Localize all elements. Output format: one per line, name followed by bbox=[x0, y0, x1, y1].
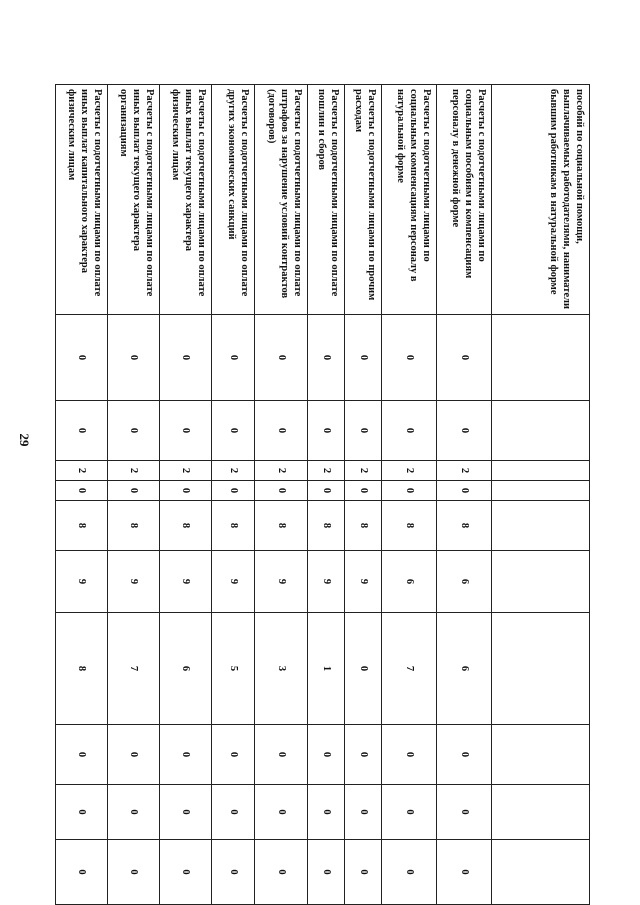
code-digit-cell: 0 bbox=[308, 840, 345, 905]
account-name-cell: Расчеты с подотчетными лицами по оплате штрафов за нарушение условий контрактов (договоров) bbox=[255, 85, 308, 315]
code-digit-cell: 8 bbox=[308, 501, 345, 551]
table-row bbox=[437, 85, 492, 905]
code-digit-cell: 0 bbox=[345, 613, 382, 725]
code-digit-cell: 0 bbox=[345, 725, 382, 785]
code-digit-cell bbox=[492, 551, 590, 613]
code-digit-cell: 9 bbox=[255, 551, 308, 613]
code-digit-cell: 9 bbox=[108, 551, 160, 613]
account-name-cell: Расчеты с подотчетными лицами по оплате пошлин и сборов bbox=[308, 85, 345, 315]
code-digit-cell: 8 bbox=[160, 501, 212, 551]
code-digit-cell: 0 bbox=[308, 481, 345, 501]
code-digit-cell: 2 bbox=[108, 461, 160, 481]
code-digit-cell: 2 bbox=[382, 461, 437, 481]
code-digit-cell bbox=[492, 613, 590, 725]
code-digit-cell bbox=[492, 315, 590, 401]
code-digit-cell: 3 bbox=[255, 613, 308, 725]
table-row bbox=[308, 85, 345, 905]
code-digit-cell: 0 bbox=[382, 401, 437, 461]
code-digit-cell: 5 bbox=[212, 613, 255, 725]
code-digit-cell: 9 bbox=[345, 551, 382, 613]
code-digit-cell: 0 bbox=[382, 785, 437, 840]
code-digit-cell: 7 bbox=[382, 613, 437, 725]
code-digit-cell: 0 bbox=[56, 840, 108, 905]
account-name-cell: пособий по социальной помощи, выплачиваемых работодателями, наниматели бывшим работникам в натуральной форме bbox=[492, 85, 590, 315]
code-digit-cell: 0 bbox=[437, 401, 492, 461]
code-digit-cell bbox=[492, 840, 590, 905]
code-digit-cell: 8 bbox=[345, 501, 382, 551]
page-number: 29 bbox=[17, 433, 32, 447]
table-row bbox=[255, 85, 308, 905]
code-digit-cell: 0 bbox=[255, 401, 308, 461]
account-name-cell: Расчеты с подотчетными лицами по оплате иных выплат капитального характера физическим лицам bbox=[56, 85, 108, 315]
account-name-cell: Расчеты с подотчетными лицами по социальным компенсациям персоналу в натуральной форме bbox=[382, 85, 437, 315]
code-digit-cell: 9 bbox=[308, 551, 345, 613]
code-digit-cell bbox=[492, 501, 590, 551]
code-digit-cell: 0 bbox=[308, 401, 345, 461]
code-digit-cell: 8 bbox=[437, 501, 492, 551]
table-row bbox=[212, 85, 255, 905]
account-name-cell: Расчеты с подотчетными лицами по социальным пособиям и компенсациям персоналу в денежной форме bbox=[437, 85, 492, 315]
code-digit-cell: 0 bbox=[437, 481, 492, 501]
account-name-cell: Расчеты с подотчетными лицами по оплате иных выплат текущего характера физическим лицам bbox=[160, 85, 212, 315]
table-row bbox=[345, 85, 382, 905]
code-digit-cell: 0 bbox=[382, 481, 437, 501]
table-row bbox=[108, 85, 160, 905]
code-digit-cell: 0 bbox=[255, 785, 308, 840]
code-digit-cell: 0 bbox=[160, 481, 212, 501]
code-digit-cell: 0 bbox=[437, 840, 492, 905]
code-digit-cell: 7 bbox=[108, 613, 160, 725]
code-digit-cell: 0 bbox=[212, 401, 255, 461]
code-digit-cell: 0 bbox=[345, 785, 382, 840]
code-digit-cell: 0 bbox=[382, 725, 437, 785]
code-digit-cell: 0 bbox=[108, 785, 160, 840]
code-digit-cell: 0 bbox=[382, 315, 437, 401]
code-digit-cell: 9 bbox=[212, 551, 255, 613]
code-digit-cell: 0 bbox=[437, 725, 492, 785]
code-digit-cell: 0 bbox=[160, 785, 212, 840]
rotated-table-wrapper bbox=[60, 84, 590, 904]
code-digit-cell: 0 bbox=[108, 401, 160, 461]
code-digit-cell: 0 bbox=[212, 481, 255, 501]
code-digit-cell: 0 bbox=[345, 840, 382, 905]
account-name-cell: Расчеты с подотчетными лицами по оплате других экономических санкций bbox=[212, 85, 255, 315]
code-digit-cell: 0 bbox=[160, 725, 212, 785]
code-digit-cell: 9 bbox=[56, 551, 108, 613]
code-digit-cell: 0 bbox=[308, 725, 345, 785]
code-digit-cell: 8 bbox=[56, 613, 108, 725]
code-digit-cell: 6 bbox=[382, 551, 437, 613]
code-digit-cell: 0 bbox=[160, 840, 212, 905]
code-digit-cell bbox=[492, 461, 590, 481]
code-digit-cell: 2 bbox=[308, 461, 345, 481]
code-digit-cell bbox=[492, 401, 590, 461]
account-name-cell: Расчеты с подотчетными лицами по прочим расходам bbox=[345, 85, 382, 315]
code-digit-cell: 2 bbox=[56, 461, 108, 481]
code-digit-cell: 0 bbox=[108, 840, 160, 905]
code-digit-cell: 0 bbox=[437, 315, 492, 401]
code-digit-cell: 0 bbox=[382, 840, 437, 905]
code-digit-cell: 1 bbox=[308, 613, 345, 725]
code-digit-cell: 8 bbox=[255, 501, 308, 551]
code-digit-cell: 0 bbox=[212, 785, 255, 840]
table-row bbox=[160, 85, 212, 905]
code-digit-cell: 0 bbox=[345, 481, 382, 501]
code-digit-cell: 0 bbox=[56, 481, 108, 501]
code-digit-cell: 0 bbox=[345, 315, 382, 401]
code-digit-cell: 0 bbox=[56, 725, 108, 785]
code-digit-cell: 0 bbox=[212, 840, 255, 905]
code-digit-cell bbox=[492, 785, 590, 840]
code-digit-cell: 0 bbox=[255, 725, 308, 785]
code-digit-cell: 9 bbox=[160, 551, 212, 613]
code-digit-cell bbox=[492, 725, 590, 785]
code-digit-cell: 8 bbox=[108, 501, 160, 551]
code-digit-cell: 0 bbox=[437, 785, 492, 840]
code-digit-cell: 6 bbox=[437, 613, 492, 725]
code-digit-cell: 2 bbox=[437, 461, 492, 481]
table-row bbox=[492, 85, 590, 905]
code-digit-cell: 0 bbox=[255, 840, 308, 905]
table-body bbox=[56, 85, 590, 905]
code-digit-cell: 8 bbox=[382, 501, 437, 551]
code-digit-cell: 2 bbox=[255, 461, 308, 481]
code-digit-cell: 6 bbox=[160, 613, 212, 725]
code-digit-cell: 0 bbox=[108, 725, 160, 785]
code-digit-cell bbox=[492, 481, 590, 501]
code-digit-cell: 0 bbox=[56, 401, 108, 461]
code-digit-cell: 0 bbox=[56, 315, 108, 401]
accounts-table bbox=[55, 84, 590, 905]
code-digit-cell: 0 bbox=[255, 481, 308, 501]
code-digit-cell: 0 bbox=[308, 315, 345, 401]
code-digit-cell: 0 bbox=[160, 401, 212, 461]
code-digit-cell: 0 bbox=[345, 401, 382, 461]
code-digit-cell: 2 bbox=[345, 461, 382, 481]
table-row bbox=[56, 85, 108, 905]
code-digit-cell: 0 bbox=[160, 315, 212, 401]
code-digit-cell: 0 bbox=[255, 315, 308, 401]
code-digit-cell: 0 bbox=[212, 725, 255, 785]
code-digit-cell: 8 bbox=[212, 501, 255, 551]
code-digit-cell: 8 bbox=[56, 501, 108, 551]
code-digit-cell: 0 bbox=[212, 315, 255, 401]
code-digit-cell: 0 bbox=[108, 481, 160, 501]
code-digit-cell: 0 bbox=[56, 785, 108, 840]
code-digit-cell: 0 bbox=[308, 785, 345, 840]
code-digit-cell: 2 bbox=[160, 461, 212, 481]
account-name-cell: Расчеты с подотчетными лицами по оплате иных выплат текущего характера организациям bbox=[108, 85, 160, 315]
code-digit-cell: 2 bbox=[212, 461, 255, 481]
code-digit-cell: 6 bbox=[437, 551, 492, 613]
table-row bbox=[382, 85, 437, 905]
code-digit-cell: 0 bbox=[108, 315, 160, 401]
